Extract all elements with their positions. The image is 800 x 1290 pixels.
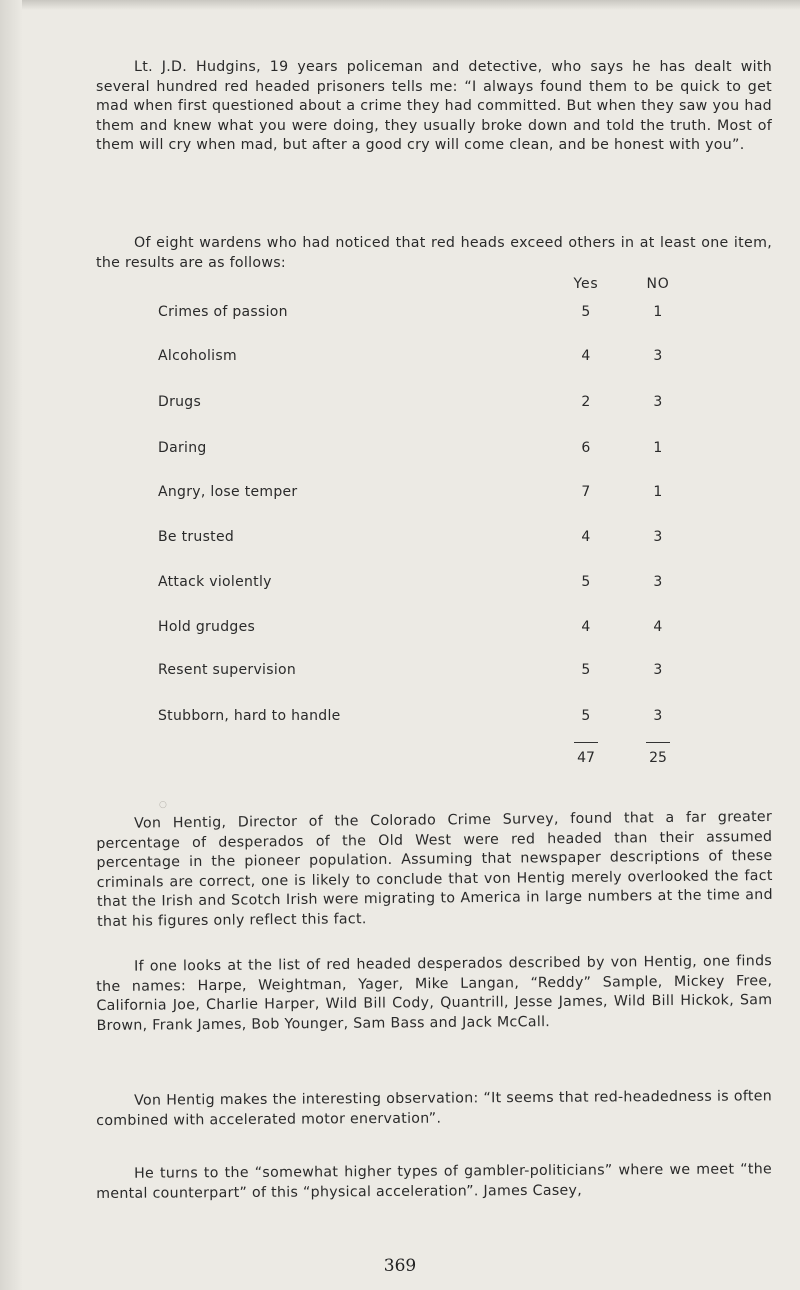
totals-row bbox=[158, 750, 698, 770]
row-no-value: 1 bbox=[653, 440, 663, 456]
table-row bbox=[158, 348, 698, 368]
row-no-value: 3 bbox=[653, 394, 663, 410]
print-speck: ○ bbox=[159, 800, 167, 810]
row-no-value: 3 bbox=[653, 662, 663, 678]
row-yes-value: 2 bbox=[581, 394, 591, 410]
table-row bbox=[158, 619, 698, 639]
row-label: Attack violently bbox=[158, 574, 272, 590]
paragraph-observation: Von Hentig makes the interesting observation: “It seems that red-headedness is often combined with accelerated motor enervation”. bbox=[96, 1088, 773, 1129]
page-top-shadow bbox=[0, 0, 800, 10]
table-row bbox=[158, 484, 698, 504]
paragraph-wardens-intro: Of eight wardens who had noticed that red heads exceed others in at least one item, the results are as follows: bbox=[96, 235, 772, 271]
table-row bbox=[158, 529, 698, 549]
total-yes: 47 bbox=[577, 750, 595, 766]
table-row bbox=[158, 708, 698, 728]
row-yes-value: 4 bbox=[581, 348, 591, 364]
paragraph-von-hentig: Von Hentig, Director of the Colorado Crime Survey, found that a far greater percentage of desperados of the Old West were red headed than their assumed percentage in the pioneer population. Assuming that newspaper descriptions of these criminals are correct, one is likely to conclude that von Hentig merely overlooked the fact that the Irish and Scotch Irish were migrating to America in large numbers at the time and that his figures only reflect this fact. bbox=[96, 808, 773, 930]
row-yes-value: 5 bbox=[581, 708, 591, 724]
row-yes-value: 4 bbox=[581, 619, 591, 635]
row-label: Crimes of passion bbox=[158, 304, 288, 320]
yes-total-rule bbox=[574, 742, 598, 743]
row-label: Resent supervision bbox=[158, 662, 297, 678]
column-header-no: NO bbox=[646, 276, 670, 292]
row-no-value: 3 bbox=[653, 529, 663, 545]
paragraph-desperados-list: If one looks at the list of red headed desperados described by von Hentig, one finds the names: Harpe, Weightman, Yager, Mike Langan, “Reddy” Sample, Mickey Free, California Joe, Charlie Harper, Wild Bill Cody, Quantrill, Jesse James, Wild Bill Hickok, Sam Brown, Frank James, Bob Younger, Sam Bass and Jack McCall. bbox=[96, 953, 773, 1034]
row-yes-value: 7 bbox=[581, 484, 591, 500]
row-label: Drugs bbox=[158, 394, 202, 410]
table-row bbox=[158, 662, 698, 682]
row-label: Alcoholism bbox=[158, 348, 237, 364]
column-header-yes: Yes bbox=[573, 276, 599, 292]
table-row bbox=[158, 394, 698, 414]
row-no-value: 3 bbox=[653, 574, 663, 590]
row-no-value: 1 bbox=[653, 304, 663, 320]
row-no-value: 3 bbox=[653, 348, 663, 364]
row-label: Daring bbox=[158, 440, 207, 456]
row-yes-value: 5 bbox=[581, 662, 591, 678]
paragraph-gambler-politicians: He turns to the “somewhat higher types of gambler-politicians” where we meet “the mental counterpart” of this “physical acceleration”. James Casey, bbox=[96, 1161, 773, 1202]
table-row bbox=[158, 304, 698, 324]
row-label: Hold grudges bbox=[158, 619, 256, 635]
row-label: Be trusted bbox=[158, 529, 235, 545]
row-no-value: 4 bbox=[653, 619, 663, 635]
table-row bbox=[158, 574, 698, 594]
table-row bbox=[158, 440, 698, 460]
no-total-rule bbox=[646, 742, 670, 743]
row-yes-value: 5 bbox=[581, 574, 591, 590]
paragraph-hudgins-quote: Lt. J.D. Hudgins, 19 years policeman and detective, who says he has dealt with several hundred red headed prisoners tells me: “I always found them to be quick to get mad when first questioned about a crime they had committed. But when they saw you had them and knew what you were doing, they usually broke down and told the truth. Most of them will cry when mad, but after a good cry will come clean, and be honest with you”. bbox=[96, 59, 772, 154]
row-yes-value: 6 bbox=[581, 440, 591, 456]
table-header bbox=[158, 276, 698, 296]
row-label: Stubborn, hard to handle bbox=[158, 708, 341, 724]
row-yes-value: 4 bbox=[581, 529, 591, 545]
total-no: 25 bbox=[649, 750, 667, 766]
row-no-value: 3 bbox=[653, 708, 663, 724]
row-yes-value: 5 bbox=[581, 304, 591, 320]
row-no-value: 1 bbox=[653, 484, 663, 500]
page-number: 369 bbox=[383, 1256, 417, 1276]
page-binding-edge bbox=[0, 0, 22, 1290]
row-label: Angry, lose temper bbox=[158, 484, 298, 500]
